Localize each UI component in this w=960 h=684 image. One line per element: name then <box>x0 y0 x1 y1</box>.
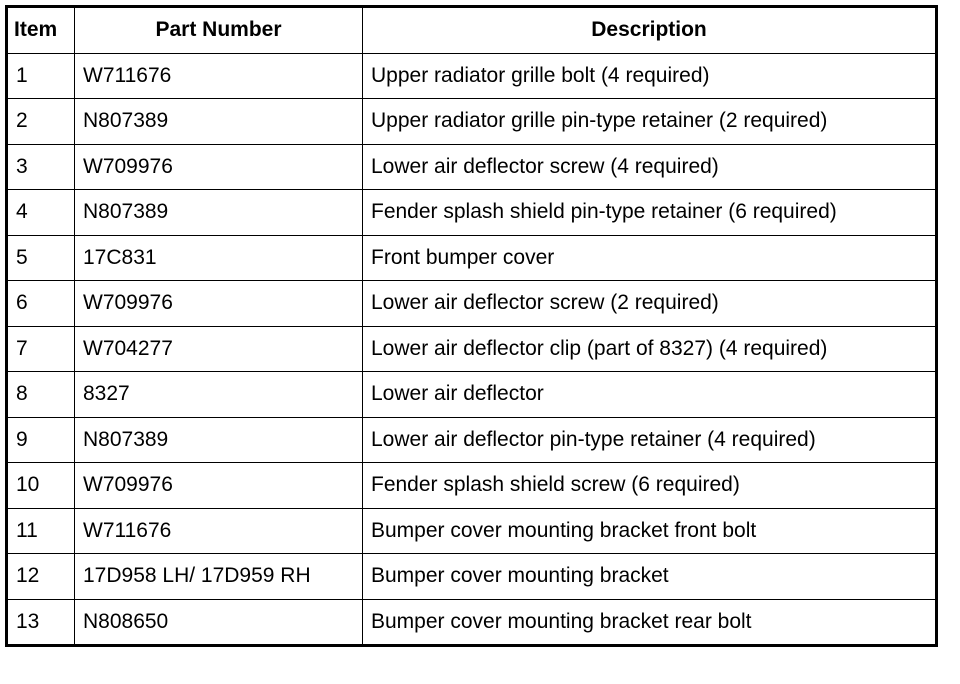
table-row <box>7 190 937 236</box>
cell-description: Bumper cover mounting bracket front bolt <box>363 508 937 554</box>
cell-description: Upper radiator grille bolt (4 required) <box>363 53 937 99</box>
cell-description: Lower air deflector screw (2 required) <box>363 281 937 327</box>
cell-part-number: 17D958 LH/ 17D959 RH <box>75 554 363 600</box>
cell-description: Lower air deflector clip (part of 8327) (4 required) <box>363 326 937 372</box>
table-row <box>7 326 937 372</box>
cell-part-number: 8327 <box>75 372 363 418</box>
table-row <box>7 281 937 327</box>
table-row <box>7 372 937 418</box>
cell-item: 1 <box>7 53 75 99</box>
cell-description: Fender splash shield screw (6 required) <box>363 463 937 509</box>
table-row <box>7 417 937 463</box>
cell-part-number: W709976 <box>75 144 363 190</box>
cell-description: Front bumper cover <box>363 235 937 281</box>
cell-item: 7 <box>7 326 75 372</box>
cell-item: 3 <box>7 144 75 190</box>
cell-part-number: W709976 <box>75 281 363 327</box>
cell-description: Lower air deflector <box>363 372 937 418</box>
table-row <box>7 53 937 99</box>
cell-part-number: N807389 <box>75 417 363 463</box>
cell-item: 13 <box>7 599 75 646</box>
cell-description: Upper radiator grille pin-type retainer (2 required) <box>363 99 937 145</box>
cell-description: Bumper cover mounting bracket <box>363 554 937 600</box>
cell-part-number: N807389 <box>75 190 363 236</box>
cell-part-number: N808650 <box>75 599 363 646</box>
cell-part-number: W711676 <box>75 53 363 99</box>
header-part-number: Part Number <box>75 7 363 54</box>
header-description: Description <box>363 7 937 54</box>
cell-item: 5 <box>7 235 75 281</box>
cell-item: 11 <box>7 508 75 554</box>
table-header <box>7 7 937 54</box>
cell-part-number: W709976 <box>75 463 363 509</box>
cell-part-number: 17C831 <box>75 235 363 281</box>
parts-table <box>5 5 938 647</box>
cell-item: 9 <box>7 417 75 463</box>
cell-item: 8 <box>7 372 75 418</box>
table-row <box>7 144 937 190</box>
cell-item: 6 <box>7 281 75 327</box>
cell-description: Lower air deflector screw (4 required) <box>363 144 937 190</box>
table-row <box>7 463 937 509</box>
cell-item: 4 <box>7 190 75 236</box>
table-row <box>7 554 937 600</box>
table-body <box>7 53 937 646</box>
table-row <box>7 508 937 554</box>
cell-item: 10 <box>7 463 75 509</box>
cell-part-number: N807389 <box>75 99 363 145</box>
cell-item: 2 <box>7 99 75 145</box>
cell-part-number: W704277 <box>75 326 363 372</box>
cell-part-number: W711676 <box>75 508 363 554</box>
header-row <box>7 7 937 54</box>
cell-description: Lower air deflector pin-type retainer (4 required) <box>363 417 937 463</box>
table-row <box>7 599 937 646</box>
table-row <box>7 99 937 145</box>
cell-description: Bumper cover mounting bracket rear bolt <box>363 599 937 646</box>
cell-description: Fender splash shield pin-type retainer (6 required) <box>363 190 937 236</box>
cell-item: 12 <box>7 554 75 600</box>
header-item: Item <box>7 7 75 54</box>
table-row <box>7 235 937 281</box>
